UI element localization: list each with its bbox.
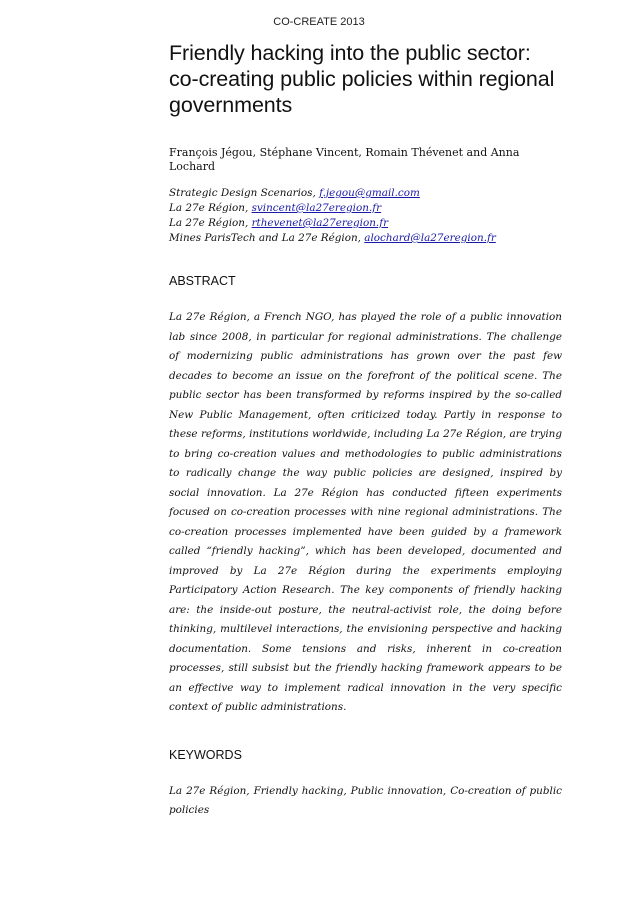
email-link[interactable]: rthevenet@la27eregion.fr — [251, 217, 389, 229]
affiliation-item — [169, 186, 562, 201]
paper-content — [169, 40, 562, 821]
affiliation-org: Mines ParisTech and La 27e Région, — [169, 232, 365, 244]
affiliation-org: La 27e Région, — [169, 202, 252, 214]
keywords-heading: KEYWORDS — [169, 747, 242, 762]
paper-title: Friendly hacking into the public sector: co-creating public policies within regional governments — [169, 41, 555, 117]
affiliation-list — [169, 186, 562, 246]
affiliation-item — [169, 201, 562, 216]
email-link[interactable]: f.jegou@gmail.com — [319, 187, 420, 199]
abstract-heading: ABSTRACT — [169, 274, 236, 288]
affiliation-org: La 27e Région, — [169, 217, 252, 229]
email-link[interactable]: svincent@la27eregion.fr — [251, 202, 382, 214]
affiliation-org: Strategic Design Scenarios, — [169, 187, 320, 199]
affiliation-item — [169, 216, 562, 231]
keywords-text: La 27e Région, Friendly hacking, Public innovation, Co-creation of public policies — [169, 784, 562, 816]
running-header: CO-CREATE 2013 — [273, 16, 365, 28]
affiliation-item — [169, 231, 562, 246]
author-list: François Jégou, Stéphane Vincent, Romain Thévenet and Anna Lochard — [169, 146, 520, 173]
email-link[interactable]: alochard@la27eregion.fr — [364, 232, 496, 244]
abstract-text: La 27e Région, a French NGO, has played the role of a public innovation lab since 2008, in particular for regional administrations. The challenge of modernizing public administrations has grown over the past few decades to become an issue on the forefront of the political scene. The public sector has been transformed by reforms inspired by the so-called New Public Management, often criticized today. Partly in response to these reforms, institutions worldwide, including La 27e Région, are trying to bring co-creation values and methodologies to public administrations to radically change the way public policies are designed, inspired by social innovation. La 27e Région has conducted fifteen experiments focused on co-creation processes with nine regional administrations. The co-creation processes implemented have been guided by a framework called “friendly hacking”, which has been developed, documented and improved by La 27e Région during the experiments employing Participatory Action Research. The key components of friendly hacking are: the inside-out posture, the neutral-activist role, the doing before thinking, multilevel interactions, the envisioning perspective and hacking documentation. Some tensions and risks, inherent in co-creation processes, still subsist but the friendly hacking framework appears to be an effective way to implement radical innovation in the very specific context of public administrations. — [169, 311, 562, 713]
